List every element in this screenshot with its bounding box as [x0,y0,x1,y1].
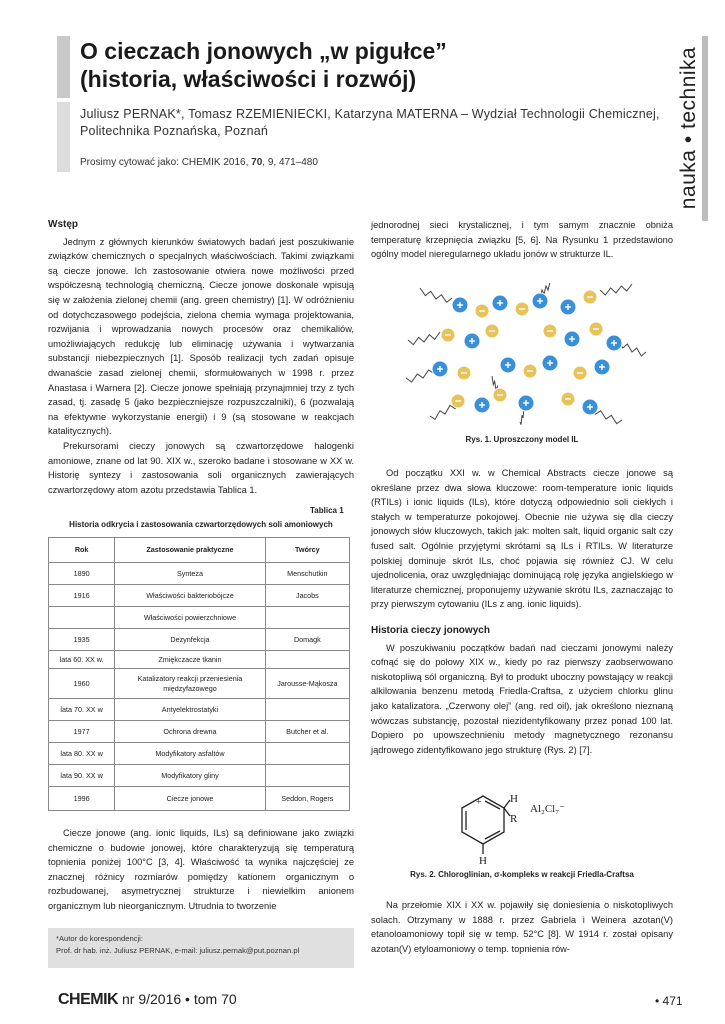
ionic-liquid-model-figure [400,283,650,428]
table-cell: 1890 [49,563,115,585]
title-accent-bar [57,36,70,98]
section-heading-history: Historia cieczy jonowych [371,624,490,636]
paragraph: Prekursorami cieczy jonowych są czwartorzędowe halogenki amoniowe, znane od lat 90. XIX w., szeroko badane i stosowane w XX w. Historię syntezy i zastosowania soli organicznych zawierających czwartorzędowy atom azotu przedstawia Tablica 1. [48,440,354,495]
table-cell: Katalizatory reakcji przeniesienia międzyfazowego [115,669,266,699]
table-cell: Domagk [265,629,349,651]
h-label-bottom: H [479,855,487,865]
table-cell [265,651,349,669]
section-heading-intro: Wstęp [48,219,78,230]
table-cell: Synteza [115,563,266,585]
table-cell [265,699,349,721]
table-header-cell: Zastosowanie praktyczne [115,538,266,563]
alkyl-chain [408,332,440,345]
journal-footer [58,991,237,1009]
table-header-cell: Rok [49,538,115,563]
footnote-contact: Prof. dr hab. inż. Juliusz PERNAK, e-mail: juliusz.pernak@put.poznan.pl [56,946,300,955]
footnote [48,928,354,968]
r-label: R [510,813,518,825]
table-row [49,563,350,585]
table-cell: Modyfikatory gliny [115,765,266,787]
table-cell: Ochrona drewna [115,721,266,743]
table-cell: Modyfikatory asfaltów [115,743,266,765]
authors-accent-bar [57,102,70,172]
issue-info: nr 9/2016 • tom 70 [118,991,237,1007]
table-cell: Menschutkin [265,563,349,585]
history-table [48,537,350,811]
table-cell: 1916 [49,585,115,607]
table-row [49,629,350,651]
article-title: O cieczach jonowych „w pigułce” [80,38,447,64]
section-label: nauka • technika [677,46,700,210]
table-row [49,787,350,811]
paragraph: Jednym z głównych kierunków światowych badań jest poszukiwanie związków chemicznych o specjalnych właściwościach. Takimi związkami są ciecze jonowe. Ich zastosowanie otwiera nowe możliwości przed współczesną technologią chemiczną. Ciecze jonowe doskonale wpisują się w założenia zielonej chemii (ang. green chemistry) [1]. W odróżnieniu od dotychczasowego podejścia, zielona chemia wymaga projektowania, rozwijania i wprowadzania nowych procesów oraz chemikaliów, umożliwiających redukcję lub eliminację używania i wytwarzania substancji niebezpiecznych [1]. Sposób realizacji tych zadań opisuje dwanaście zasad zielonej chemii, sformułowanych w 1998 r. przez Anastasa i Warnera [2]. Ciecze jonowe spełniają przynajmniej trzy z tych zasad, tj. zasadę 5 (jako bezpieczniejsze rozpuszczalniki), 6 (pozwalają na efektywne wykorzystanie energii) i 9 (są stosowane w reakcjach katalitycznych). [48,236,354,437]
h-label-top: H [510,793,518,805]
right-column-top [371,218,673,262]
footnote-label: *Autor do korespondencji: [56,934,143,943]
table-cell: Jacobs [265,585,349,607]
table-row [49,585,350,607]
table-row [49,669,350,699]
left-column-bottom [48,826,354,914]
plus-sign: + [476,797,482,808]
table-title: Historia odkrycia i zastosowania czwartorzędowych soli amoniowych [69,520,333,529]
citation: Prosimy cytować jako: CHEMIK 2016, 70, 9, 471–480 [80,157,318,168]
table-cell: Dezynfekcja [115,629,266,651]
table-cell: Jarousse-Mąkosza [265,669,349,699]
table-cell: Właściwości bakteriobójcze [115,585,266,607]
table-row [49,699,350,721]
table-cell: 1960 [49,669,115,699]
sigma-complex-figure [448,790,598,865]
table-cell: Antyelektrostatyki [115,699,266,721]
right-column-middle [371,466,673,757]
table-cell: Właściwości powierzchniowe [115,607,266,629]
table-cell [265,743,349,765]
table-cell: lata 80. XX w [49,743,115,765]
table-cell: Ciecze jonowe [115,787,266,811]
table-cell [265,607,349,629]
table-label: Tablica 1 [310,506,344,515]
table-header-cell: Twórcy [265,538,349,563]
table-cell: lata 70. XX w [49,699,115,721]
table-row [49,765,350,787]
article-subtitle: (historia, właściwości i rozwój) [80,66,417,92]
figure1-caption: Rys. 1. Uproszczony model IL [465,435,579,444]
right-column-bottom [371,898,673,956]
table-cell: 1935 [49,629,115,651]
alkyl-chain [420,288,452,302]
left-column-top [48,218,354,497]
paragraph: W poszukiwaniu początków badań nad cieczami jonowymi należy cofnąć się do połowy XIX w., kiedy po raz pierwszy zaobserwowano niskotopliwą sól organiczną. Był to produkt uboczny powstający w reakcji alkilowania benzenu metodą Friedla-Craftsa, z użyciem chlorku glinu jako katalizatora. „Czerwony olej” (ang. red oil), jak określono nieznaną wówczas substancję, pozostał niezidentyfikowany przez ponad 100 lat. Dopiero po upowszechnieniu metody magnetycznego rezonansu jądrowego zidentyfikowano jego strukturę (Rys. 2) [7]. [371,642,673,755]
page-number: • 471 [655,994,683,1008]
journal-brand: CHEMIK [58,991,119,1008]
paragraph: jednorodnej sieci krystalicznej, i tym samym znacznie obniża temperaturę krzepnięcia związku [5, 6]. Na Rysunku 1 przedstawiono ogólny model nieregularnego układu jonów w strukturze IL. [371,220,673,260]
table-cell: lata 60. XX w. [49,651,115,669]
paragraph: Od początku XXI w. w Chemical Abstracts ciecze jonowe są określane przez dwa słowa kluczowe: room-temperature ionic liquids (RTILs) i ionic liquids (ILs), które dotyczą odpowiednio soli ciekłych i stałych w temperaturze pokojowej. Obecnie nie używa się dla cieczy jonowych słów kluczowych, takich jak: molten salt, liquid organic salt czy fused salt. Ogólnie przyjętymi skrótami są ILs i RTILs. W literaturze polskiej dominuje skrót ILs, choć pojawia się również CJ. W celu ujednolicenia, oraz uwzględniając dominującą rolę języka angielskiego w literaturze chemicznej, proponujemy używanie skrótu ILs, zaznaczając to przy pierwszym cytowaniu (ILs z ang. ionic liquids). [371,468,673,610]
paragraph: Na przełomie XIX i XX w. pojawiły się doniesienia o niskotopliwych solach. Otrzymany w 1888 r. przez Gabriela i Weinera azotan(V) etanoloamoniowy topił się w temp. 52°C [8]. W 1914 r. został opisany azotan(V) etyloamoniowy o temp. topnienia rów- [371,900,673,954]
table-cell: lata 90. XX w [49,765,115,787]
authors: Juliusz PERNAK*, Tomasz RZEMIENIECKI, Katarzyna MATERNA – Wydział Technologii Chemicznej, Politechnika Poznańska, Poznań [80,107,660,138]
table-cell [49,607,115,629]
table-cell: Butcher et al. [265,721,349,743]
paragraph: Ciecze jonowe (ang. ionic liquids, ILs) są definiowane jako związki chemiczne o budowie jonowej, które charakteryzują się temperaturą topnienia poniżej 100°C [3, 4]. Właściwość ta wynika najczęściej ze znacznej różnicy rozmiarów pomiędzy kationem organicznym o rozbudowanej, asymetrycznej strukturze i niewielkim anionem organicznym lub nieorganicznym. Utrudnia to tworzenie [48,828,354,911]
anion-label: Al₂Cl₇⁻ [530,803,565,815]
figure2-caption: Rys. 2. Chloroglinian, σ-kompleks w reakcji Friedla-Craftsa [410,870,634,879]
table-cell [265,765,349,787]
table-row [49,651,350,669]
table-cell: 1996 [49,787,115,811]
alkyl-chain [600,284,632,295]
table-cell: Seddon, Rogers [265,787,349,811]
table-row [49,607,350,629]
table-row [49,721,350,743]
table-row [49,743,350,765]
table-cell: Zmiękczacze tkanin [115,651,266,669]
table-cell: 1977 [49,721,115,743]
